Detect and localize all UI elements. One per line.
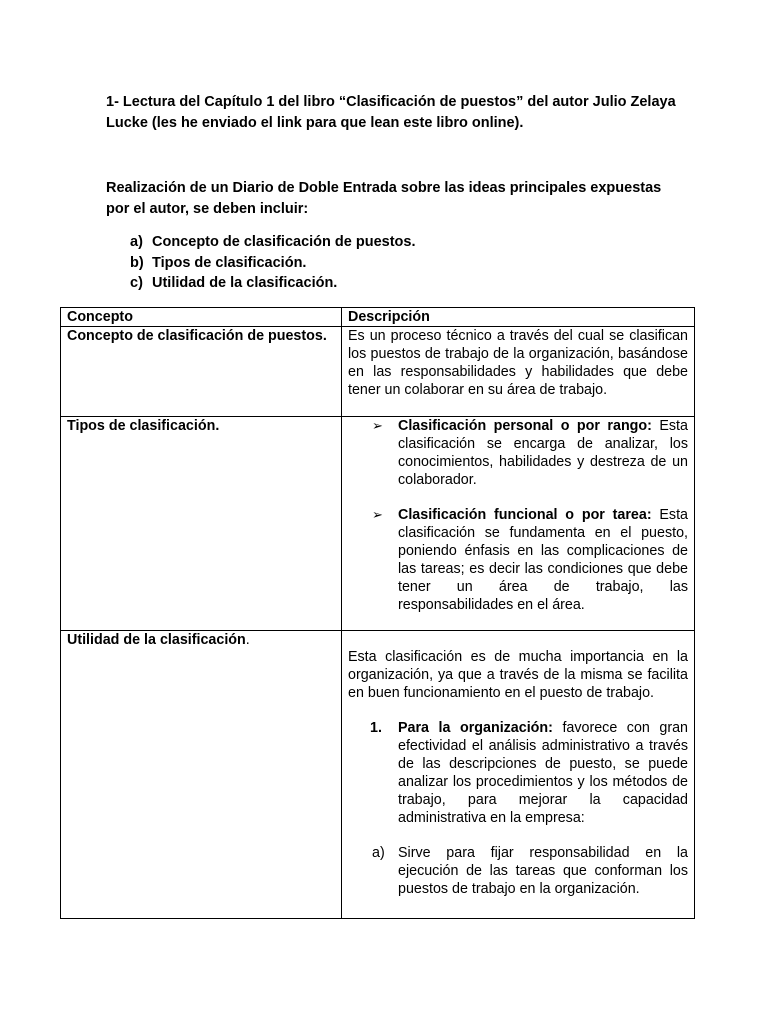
topic-marker: a) <box>130 234 143 250</box>
bullet-body: Esta clasificación se fundamenta en el puesto, poniendo énfasis en las complicaciones de las tareas; es decir las condiciones que debe tener un área de trabajo, las responsabilidades en el área. <box>398 507 688 613</box>
concept-cell <box>61 417 342 631</box>
classification-bullet <box>372 506 688 614</box>
topics-list <box>130 232 415 294</box>
bullet-body: Esta clasificación se encarga de analizar, los conocimientos, habilidades y destreza de un colaborador. <box>398 418 688 488</box>
concept-label: Utilidad de la clasificación <box>67 632 246 648</box>
topic-text: Utilidad de la clasificación. <box>152 275 338 291</box>
utility-intro: Esta clasificación es de mucha importancia en la organización, ya que a través de la misma se facilita en buen funcionamiento en el puesto de trabajo. <box>348 649 688 701</box>
double-entry-journal-table <box>60 307 695 919</box>
bullet-title: Clasificación personal o por rango: <box>398 418 652 434</box>
bullet-text <box>398 506 688 614</box>
sub-text: Sirve para fijar responsabilidad en la ejecución de las tareas que conforman los puestos de trabajo en la organización. <box>398 845 688 897</box>
bullet-title: Clasificación funcional o por tarea: <box>398 507 652 523</box>
sub-item <box>372 844 688 898</box>
numbered-marker: 1. <box>370 720 382 736</box>
description-cell <box>342 417 695 631</box>
spacer <box>348 827 688 844</box>
topic-marker: c) <box>130 275 143 291</box>
topic-marker: b) <box>130 254 144 271</box>
spacer <box>348 489 688 506</box>
topic-text: Concepto de clasificación de puestos. <box>152 234 416 250</box>
assignment-journal-instruction: Realización de un Diario de Doble Entrada sobre las ideas principales expuestas por el autor, se deben incluir: <box>106 180 662 217</box>
numbered-text <box>398 719 688 827</box>
concept-label: Concepto de clasificación de puestos. <box>67 328 327 344</box>
header-concept <box>61 308 342 327</box>
spacer <box>348 631 688 648</box>
description-text: Es un proceso técnico a través del cual se clasifican los puestos de trabajo de la organización, basándose en las responsabilidades y habilidades que debe tener un colaborar en su área de trabajo. <box>348 328 688 398</box>
concept-suffix: . <box>245 632 250 648</box>
topic-item <box>130 253 415 274</box>
numbered-title: Para la organización: <box>398 720 553 736</box>
header-concept-label: Concepto <box>67 309 133 325</box>
topic-item <box>130 273 415 294</box>
arrow-bullet-icon: ➢ <box>372 507 383 522</box>
arrow-bullet-icon: ➢ <box>372 418 383 433</box>
assignment-reading-instruction: 1- Lectura del Capítulo 1 del libro “Clasificación de puestos” del autor Julio Zelaya Lucke (les he enviado el link para que lean este libro online). <box>106 94 676 131</box>
header-description-label: Descripción <box>348 309 430 325</box>
header-description <box>342 308 695 327</box>
topic-text: Tipos de clasificación. <box>152 254 307 271</box>
concept-cell <box>61 327 342 417</box>
topic-item <box>130 232 415 253</box>
description-cell <box>342 631 695 919</box>
table-header-row <box>61 308 695 327</box>
numbered-item <box>370 719 688 827</box>
sub-marker: a) <box>372 845 385 861</box>
concept-cell <box>61 631 342 919</box>
bullet-text <box>398 417 688 489</box>
description-cell <box>342 327 695 417</box>
concept-label: Tipos de clasificación. <box>67 418 220 434</box>
table-row <box>61 631 695 919</box>
table-row <box>61 417 695 631</box>
classification-bullet <box>372 417 688 489</box>
table-row <box>61 327 695 417</box>
spacer <box>348 702 688 719</box>
numbered-body: favorece con gran efectividad el análisis administrativo a través de las descripciones de puesto, se puede analizar los procedimientos y los métodos de trabajo, para mejorar la capacidad administrativa en la empresa: <box>398 720 688 826</box>
